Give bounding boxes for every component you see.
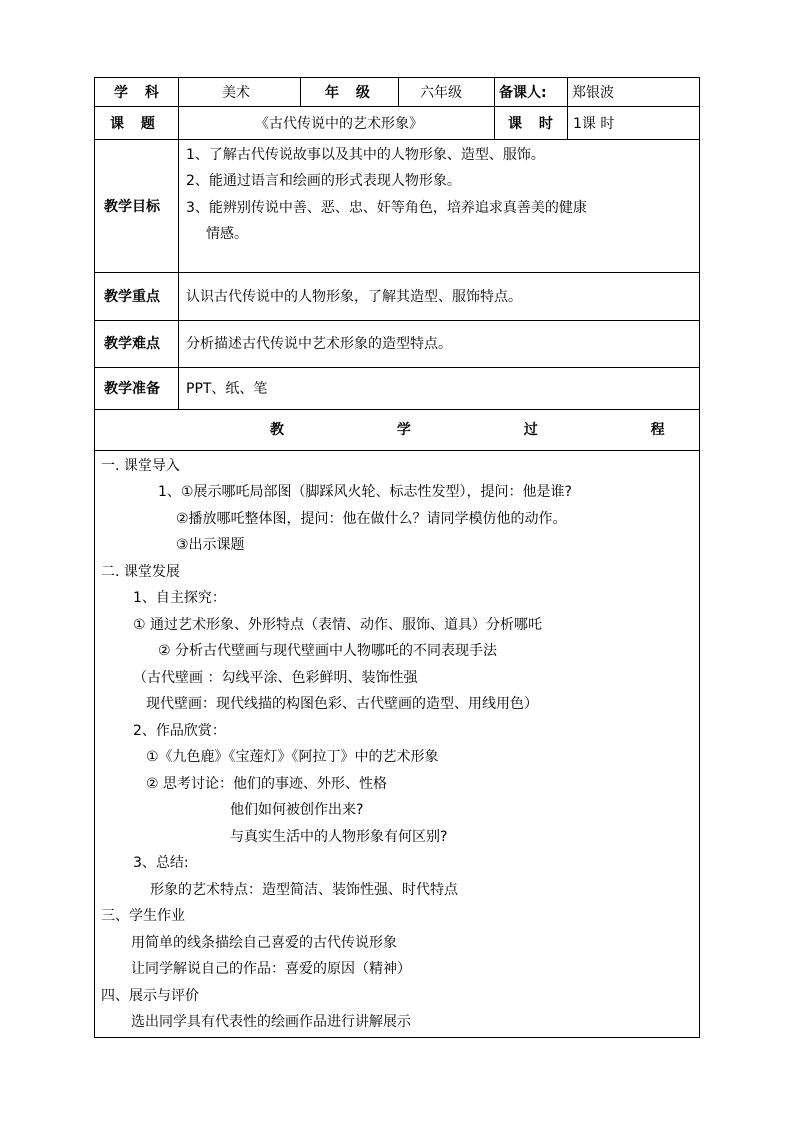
- col-divider: [178, 78, 179, 409]
- process-line: 四、展示与评价: [101, 988, 199, 1004]
- row-divider: [95, 367, 699, 368]
- hours-label: 课 时: [508, 116, 559, 132]
- process-line: 三、学生作业: [101, 908, 185, 924]
- process-line: 1、①展示哪吒局部图（脚踩风火轮、标志性发型），提问：他是谁?: [158, 484, 572, 500]
- difficulty-label: 教学难点: [104, 336, 160, 352]
- process-line: ① 通过艺术形象、外形特点（表情、动作、服饰、道具）分析哪吒: [133, 617, 542, 633]
- goal-line: 情感。: [206, 226, 248, 242]
- preparer-label: 备课人:: [499, 85, 547, 101]
- topic-label: 课 题: [110, 116, 161, 132]
- topic-value: 《古代传说中的艺术形象》: [255, 116, 423, 132]
- process-line: 形象的艺术特点：造型简洁、装饰性强、时代特点: [150, 882, 458, 898]
- process-line: 让同学解说自己的作品：喜爱的原因（精神）: [131, 961, 411, 977]
- process-line: ③出示课题: [176, 537, 245, 553]
- process-line: 现代壁画：现代线描的构图色彩、古代壁画的造型、用线用色）: [146, 696, 538, 712]
- process-line: 1、自主探究：: [133, 590, 226, 606]
- subject-value: 美术: [222, 85, 250, 101]
- col-divider: [398, 78, 399, 106]
- goal-line: 2、能通过语言和绘画的形式表现人物形象。: [186, 173, 461, 189]
- row-divider: [95, 106, 699, 107]
- row-divider: [95, 320, 699, 321]
- grade-label: 年 级: [325, 85, 376, 101]
- process-line: 他们如何被创作出来?: [230, 802, 364, 818]
- grade-value: 六年级: [420, 85, 462, 101]
- process-line: ② 分析古代壁画与现代壁画中人物哪吒的不同表现手法: [158, 643, 497, 659]
- process-line: 3、总结:: [133, 855, 189, 871]
- goals-label: 教学目标: [104, 199, 160, 215]
- process-line: 用简单的线条描绘自己喜爱的古代传说形象: [131, 935, 397, 951]
- difficulty-text: 分析描述古代传说中艺术形象的造型特点。: [186, 336, 452, 352]
- col-divider: [300, 78, 301, 106]
- col-divider: [494, 78, 495, 139]
- focus-label: 教学重点: [104, 289, 160, 305]
- process-line: 二. 课堂发展: [101, 564, 180, 580]
- hours-value: 1课 时: [573, 116, 615, 132]
- process-line: 选出同学具有代表性的绘画作品进行讲解展示: [131, 1014, 411, 1030]
- prep-label: 教学准备: [104, 381, 160, 397]
- row-divider: [95, 139, 699, 140]
- goal-line: 3、能辨别传说中善、恶、忠、奸等角色，培养追求真善美的健康: [186, 200, 587, 216]
- preparer-value: 郑银波: [572, 85, 614, 101]
- process-line: 2、作品欣赏：: [133, 723, 226, 739]
- process-line: （古代壁画 ：勾线平涂、色彩鲜明、装饰性强: [133, 670, 418, 686]
- process-line: ②播放哪吒整体图，提问：他在做什么？请同学模仿他的动作。: [176, 511, 567, 527]
- row-divider: [95, 450, 699, 451]
- prep-text: PPT、纸、笔: [186, 381, 268, 397]
- process-line: ①《九色鹿》《宝莲灯》《阿拉丁》中的艺术形象: [146, 749, 439, 765]
- subject-label: 学 科: [114, 85, 165, 101]
- goal-line: 1、了解古代传说故事以及其中的人物形象、造型、服饰。: [186, 147, 545, 163]
- col-divider: [567, 78, 568, 139]
- row-divider: [95, 272, 699, 273]
- process-line: 与真实生活中的人物形象有何区别?: [230, 829, 448, 845]
- process-line: 一. 课堂导入: [101, 458, 180, 474]
- focus-text: 认识古代传说中的人物形象，了解其造型、服饰特点。: [186, 289, 522, 305]
- row-divider: [95, 409, 699, 410]
- process-line: ② 思考讨论：他们的事迹、外形、性格: [146, 776, 387, 792]
- process-title: 教 学 过 程: [270, 422, 719, 438]
